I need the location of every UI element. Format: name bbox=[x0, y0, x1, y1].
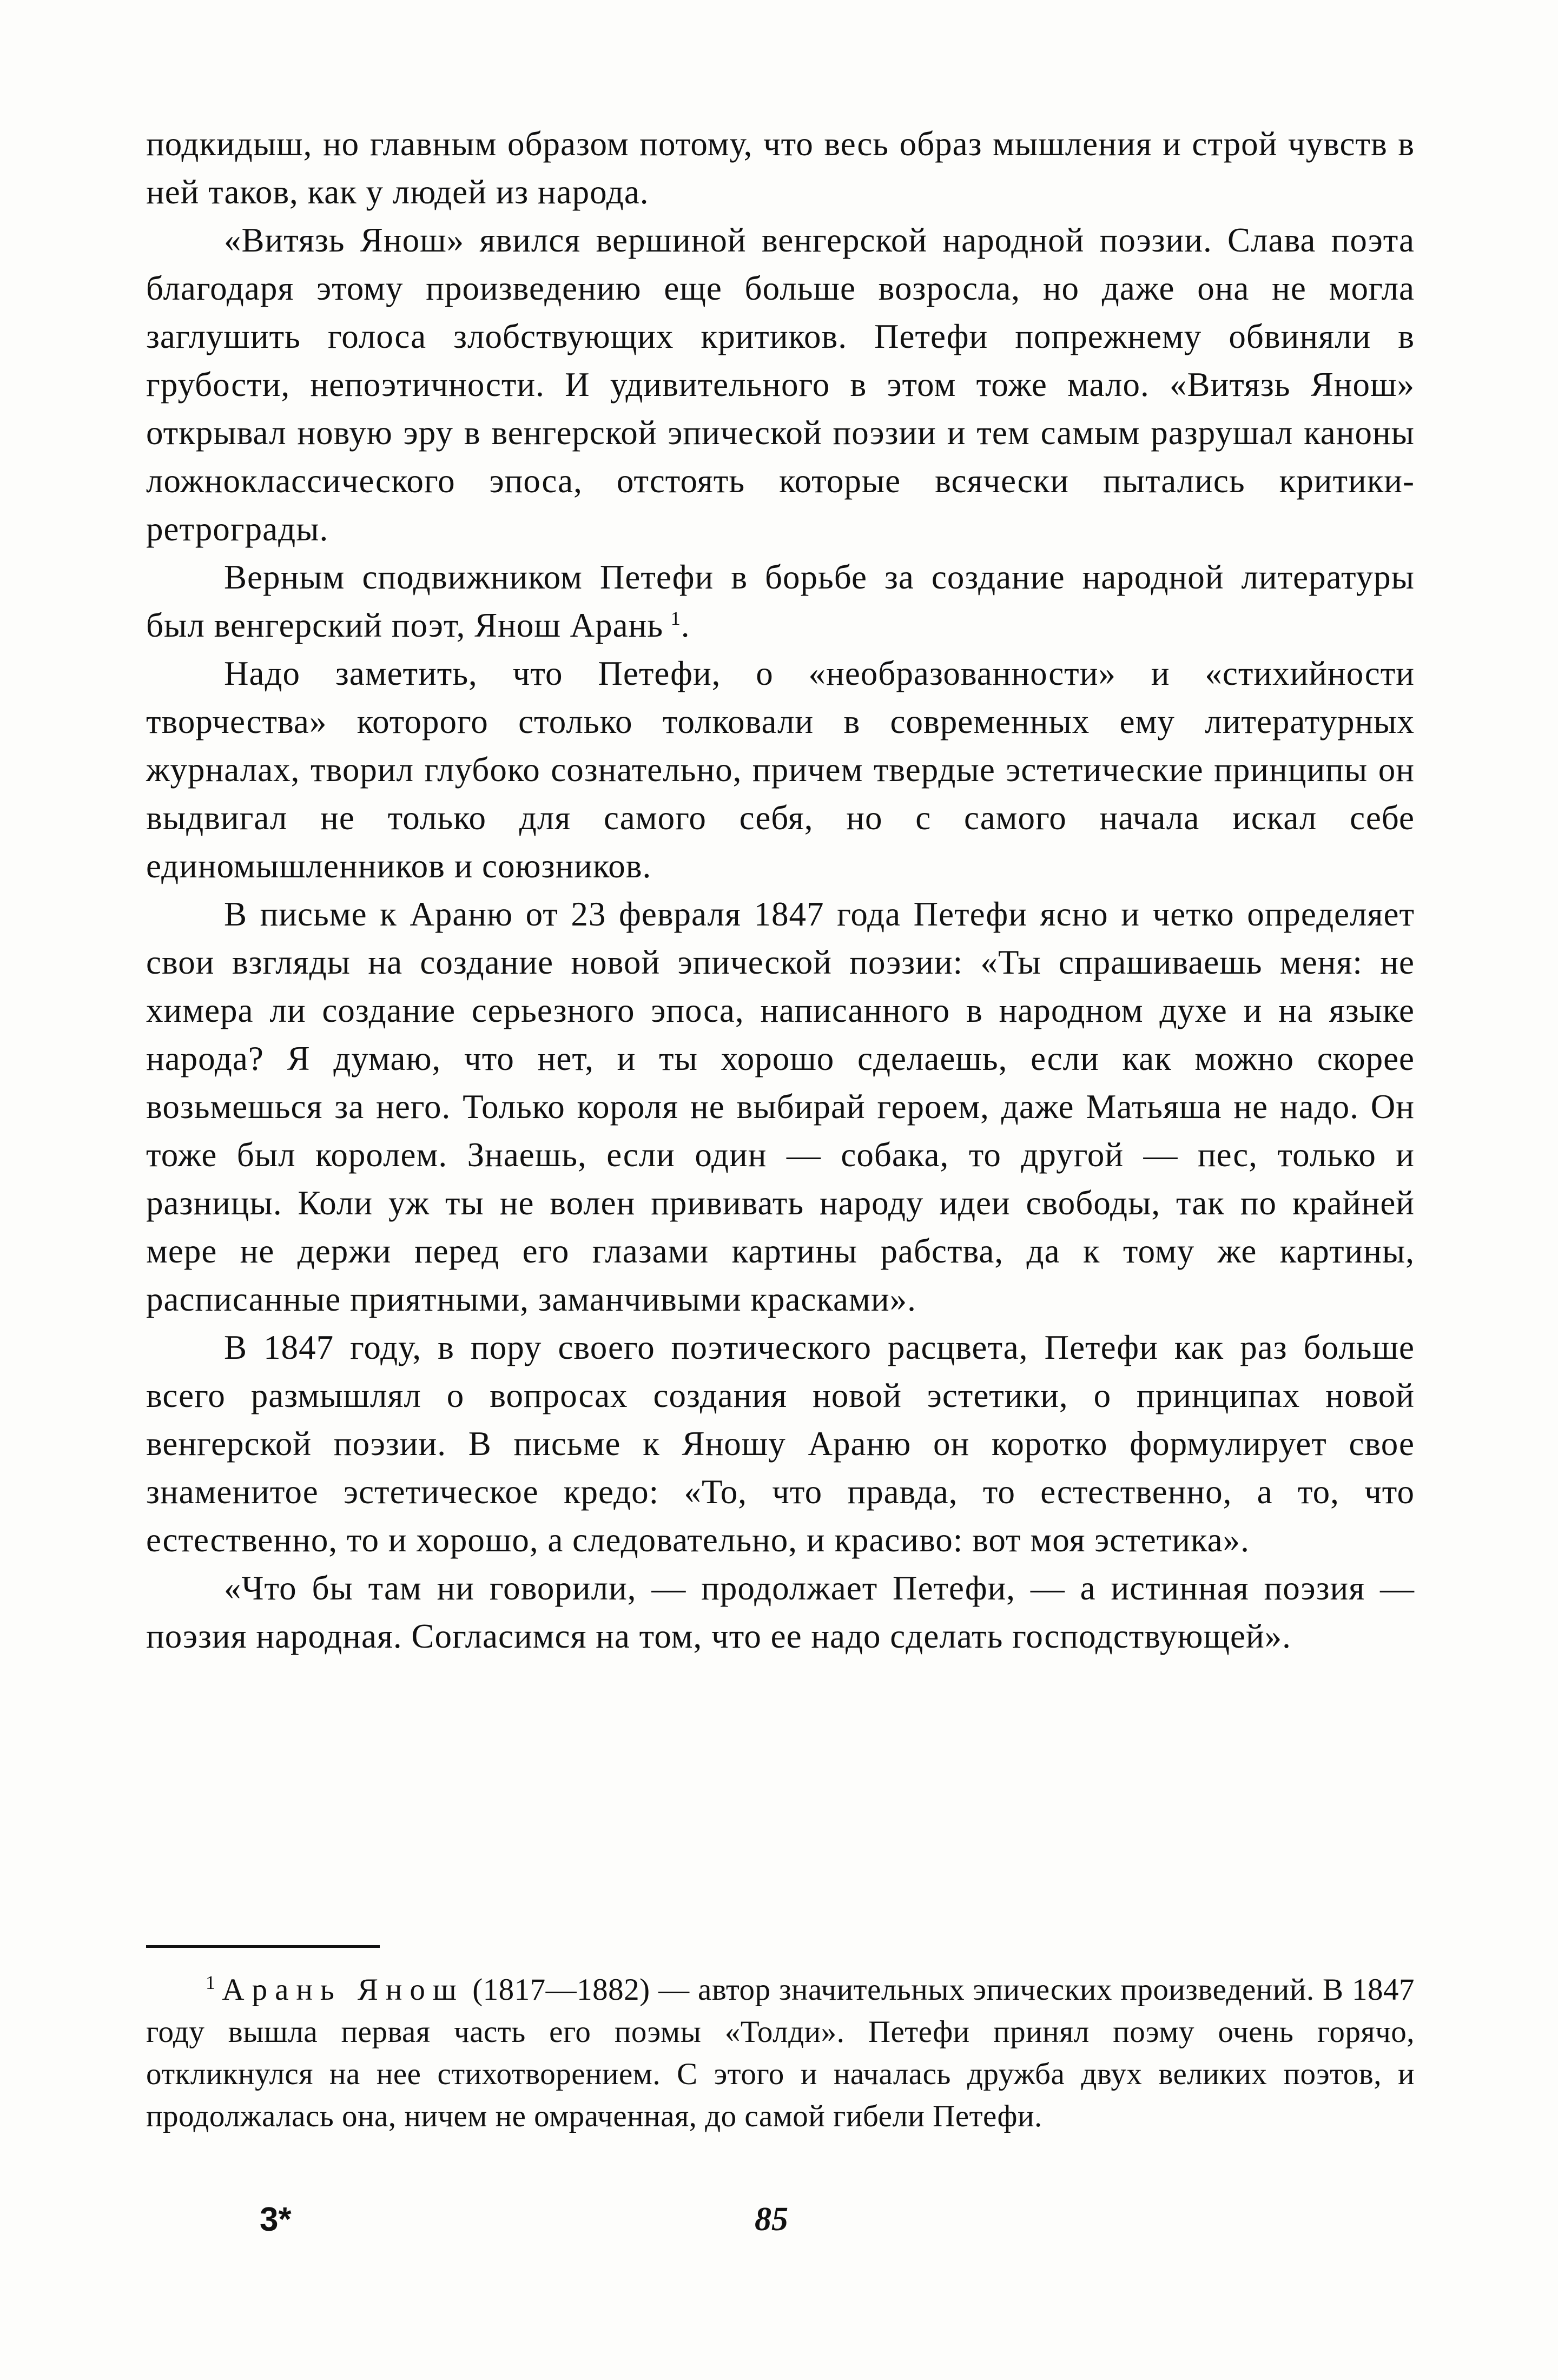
printer-signature-mark: 3* bbox=[260, 2201, 292, 2238]
footnote bbox=[146, 1969, 1415, 2138]
paragraph bbox=[146, 553, 1415, 650]
footnote-reference: 1 bbox=[670, 607, 681, 629]
paragraph: «Витязь Янош» явился вершиной венгерской народной поэзии. Слава поэта благодаря этому произведению еще больше возросла, но даже она не могла заглушить голоса злобствующих критиков. Петефи попрежнему обвиняли в грубости, непоэтичности. И удивительного в этом тоже мало. «Витязь Янош» открывал новую эру в венгерской эпической поэзии и тем самым разрушал каноны ложноклассического эпоса, отстоять которые всячески пытались критики-ретрограды. bbox=[146, 221, 1415, 548]
footnote-marker: 1 bbox=[206, 1972, 216, 1993]
footnote-separator bbox=[146, 1945, 380, 1948]
main-text bbox=[146, 120, 1415, 1661]
paragraph-text: Верным сподвижником Петефи в борьбе за создание народной литературы был венгерский поэт, Янош Арань bbox=[146, 558, 1415, 644]
paragraph: подкидыш, но главным образом потому, что весь образ мышления и строй чувств в ней таков, как у людей из народа. bbox=[146, 125, 1415, 211]
paragraph-end-punctuation: . bbox=[681, 606, 690, 644]
paragraph: В 1847 году, в пору своего поэтического расцвета, Петефи как раз больше всего размышлял о вопросах создания новой эстетики, о принципах новой венгерской поэзии. В письме к Яношу Араню он коротко формулирует свое знаменитое эстетическое кредо: «То, что правда, то естественно, а то, что естественно, то и хорошо, а следовательно, и красиво: вот моя эстетика». bbox=[146, 1328, 1415, 1559]
footnote-author: Арань Янош bbox=[222, 1973, 464, 2007]
footnote-text: (1817—1882) — автор значительных эпических произведений. В 1847 году вышла первая часть его поэмы «Толди». Петефи принял поэму очень горячо, откликнулся на нее стихотворением. С этого и началась дружба двух великих поэтов, и продолжалась она, ничем не омраченная, до самой гибели Петефи. bbox=[146, 1973, 1415, 2133]
paragraph: «Что бы там ни говорили, — продолжает Петефи, — а истинная поэзия — поэзия народная. Согласимся на том, что ее надо сделать господствующей». bbox=[146, 1569, 1415, 1655]
paragraph: В письме к Араню от 23 февраля 1847 года Петефи ясно и четко определяет свои взгляды на создание новой эпической поэзии: «Ты спрашиваешь меня: не химера ли создание серьезного эпоса, написанного в народном духе и на языке народа? Я думаю, что нет, и ты хорошо сделаешь, если как можно скорее возьмешься за него. Только короля не выбирай героем, даже Матьяша не надо. Он тоже был королем. Знаешь, если один — собака, то другой — пес, только и разницы. Коли уж ты не волен прививать народу идеи свободы, так по крайней мере не держи перед его глазами картины рабства, да к тому же картины, расписанные приятными, заманчивыми красками». bbox=[146, 895, 1415, 1318]
page-number: 85 bbox=[755, 2201, 788, 2238]
paragraph: Надо заметить, что Петефи, о «необразованности» и «стихийности творчества» которого столько толковали в современных ему литературных журналах, творил глубоко сознательно, причем твердые эстетические принципы он выдвигал не только для самого себя, но с самого начала искал себе единомышленников и союзников. bbox=[146, 654, 1415, 885]
